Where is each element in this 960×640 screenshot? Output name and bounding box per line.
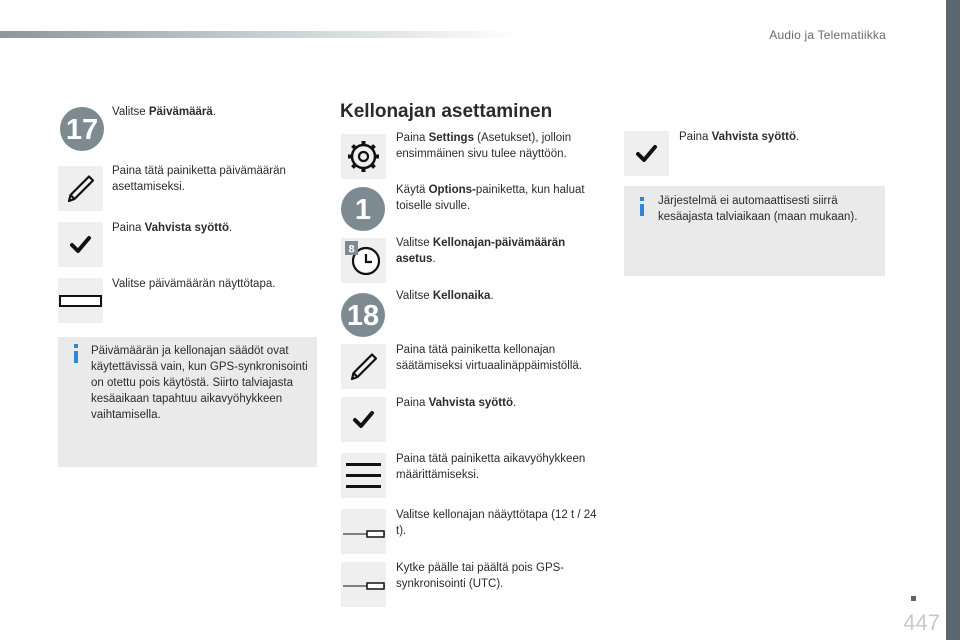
checkmark-icon: [341, 397, 386, 442]
instruction-time-format: Valitse kellonajan nääyttötapa (12 t / 24 t).: [396, 509, 597, 537]
instruction-suffix: painiketta, kun haluat toiselle sivulle.: [396, 184, 585, 212]
gear-icon: [341, 134, 386, 179]
info-icon: [640, 197, 644, 201]
clock-icon: [341, 238, 386, 283]
instruction-options: [396, 182, 606, 214]
edit-time-button[interactable]: [341, 344, 386, 389]
confirm-button[interactable]: [341, 397, 386, 442]
info-icon-stem: [640, 204, 644, 216]
instruction-time-date-settings: [396, 235, 601, 267]
instruction-suffix: .: [432, 253, 436, 265]
info-icon: [74, 344, 78, 348]
instruction-bold: Kellonaika: [432, 290, 491, 302]
step-number-18: 18: [346, 300, 380, 332]
section-title: Audio ja Telematiikka: [769, 28, 886, 42]
side-strip: [946, 0, 960, 640]
instruction-confirm-time: [679, 129, 879, 145]
step-badge-17: [59, 106, 105, 152]
instruction-settings: [396, 130, 601, 162]
edit-date-button[interactable]: [58, 166, 103, 211]
instruction-confirm: [112, 220, 312, 236]
step-number-1: 1: [354, 194, 372, 226]
instruction-time-zone: Paina tätä painiketta aikavyöhykkeen määrittämiseksi.: [396, 453, 586, 481]
confirm-button[interactable]: [624, 131, 669, 176]
instruction-suffix: .: [795, 131, 800, 143]
instruction-prefix: Paina: [679, 131, 712, 143]
instruction-prefix: Paina: [396, 132, 429, 144]
instruction-suffix: (Asetukset), jolloin ensimmäinen sivu tulee näyttöön.: [396, 132, 572, 160]
date-format-button[interactable]: [58, 278, 103, 323]
footer-marker: [911, 596, 916, 601]
time-format-toggle[interactable]: [341, 509, 386, 554]
instruction-select-time: [396, 288, 601, 304]
info-text-right: Järjestelmä ei automaattisesti siirrä kesäajasta talviaikaan (maan mukaan).: [658, 195, 858, 223]
info-text-left: Päivämäärän ja kellonajan säädöt ovat käytettävissä vain, kun GPS-synkronisointi on otettu pois käytöstä. Siirto talviajasta kesäaikaan tapahtuu aikavyöhykkeen vaihtamisella.: [91, 345, 308, 421]
instruction-prefix: Valitse: [396, 237, 433, 249]
instruction-select-date: [112, 104, 312, 120]
section-heading: Kellonajan asettaminen: [340, 101, 553, 122]
step-number-17: 17: [65, 114, 99, 146]
info-box-left: [58, 337, 317, 467]
info-icon-stem: [74, 351, 78, 363]
instruction-bold: Päivämäärä: [148, 106, 213, 118]
clock-badge-number: 8: [348, 243, 355, 256]
step-badge-18: [340, 292, 386, 338]
instruction-prefix: Paina: [396, 397, 429, 409]
pencil-icon: [341, 344, 386, 389]
page-number: 447: [903, 610, 940, 635]
instruction-confirm: [396, 395, 601, 411]
toggle-switch-icon: [341, 562, 386, 607]
instruction-date-format: Valitse päivämäärän näyttötapa.: [112, 278, 276, 290]
confirm-button[interactable]: [58, 222, 103, 267]
step-badge-1: [340, 186, 386, 232]
instruction-bold: Vahvista syöttö: [711, 131, 796, 143]
instruction-prefix: Valitse: [112, 106, 149, 118]
instruction-suffix: .: [212, 106, 217, 118]
instruction-bold: Vahvista syöttö: [144, 222, 229, 234]
instruction-bold: Options-: [428, 184, 476, 196]
instruction-prefix: Valitse: [396, 290, 433, 302]
date-format-field-icon: [58, 278, 103, 323]
instruction-suffix: .: [228, 222, 233, 234]
time-date-settings-button[interactable]: [341, 238, 386, 283]
gps-sync-toggle[interactable]: [341, 562, 386, 607]
menu-icon: [341, 453, 386, 498]
instruction-edit-date: Paina tätä painiketta päivämäärän asettamiseksi.: [112, 165, 286, 193]
checkmark-icon: [58, 222, 103, 267]
info-box-right: [624, 186, 885, 276]
instruction-bold: Vahvista syöttö: [428, 397, 513, 409]
instruction-edit-time: Paina tätä painiketta kellonajan säätämiseksi virtuaalinäppäimistöllä.: [396, 344, 582, 372]
instruction-bold: Kellonajan-päivämäärän asetus: [396, 237, 566, 265]
instruction-gps-sync: Kytke päälle tai päältä pois GPS-synkronisointi (UTC).: [396, 562, 565, 590]
pencil-icon: [58, 166, 103, 211]
instruction-prefix: Käytä: [396, 184, 429, 196]
time-zone-button[interactable]: [341, 453, 386, 498]
settings-button[interactable]: [341, 134, 386, 179]
checkmark-icon: [624, 131, 669, 176]
instruction-suffix: .: [490, 290, 494, 302]
instruction-prefix: Paina: [112, 222, 145, 234]
header-gradient-bar: [0, 31, 520, 38]
instruction-bold: Settings: [428, 132, 474, 144]
toggle-switch-icon: [341, 509, 386, 554]
instruction-suffix: .: [512, 397, 517, 409]
